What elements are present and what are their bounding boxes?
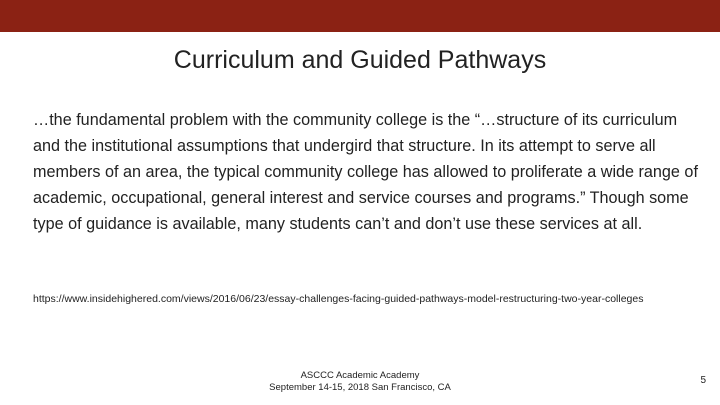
source-url: https://www.insidehighered.com/views/2016/06/23/essay-challenges-facing-guided-pathways-model-restructuring-two-year-colleges bbox=[33, 293, 644, 305]
top-accent-bar bbox=[0, 0, 720, 32]
footer-event-name: ASCCC Academic Academy bbox=[300, 370, 420, 381]
footer bbox=[200, 370, 520, 394]
footer-event-date-location: September 14-15, 2018 San Francisco, CA bbox=[269, 382, 451, 393]
quote-text: …the fundamental problem with the community college is the “…structure of its curriculum and the institutional assumptions that undergird that structure. In its attempt to serve all members of an area, the typical community college has allowed to proliferate a wide range of academic, occupational, general interest and service courses and programs.” Though some type of guidance is available, many students can’t and don’t use these services at all. bbox=[33, 111, 698, 233]
page-number: 5 bbox=[700, 375, 706, 386]
slide-title: Curriculum and Guided Pathways bbox=[173, 46, 547, 74]
